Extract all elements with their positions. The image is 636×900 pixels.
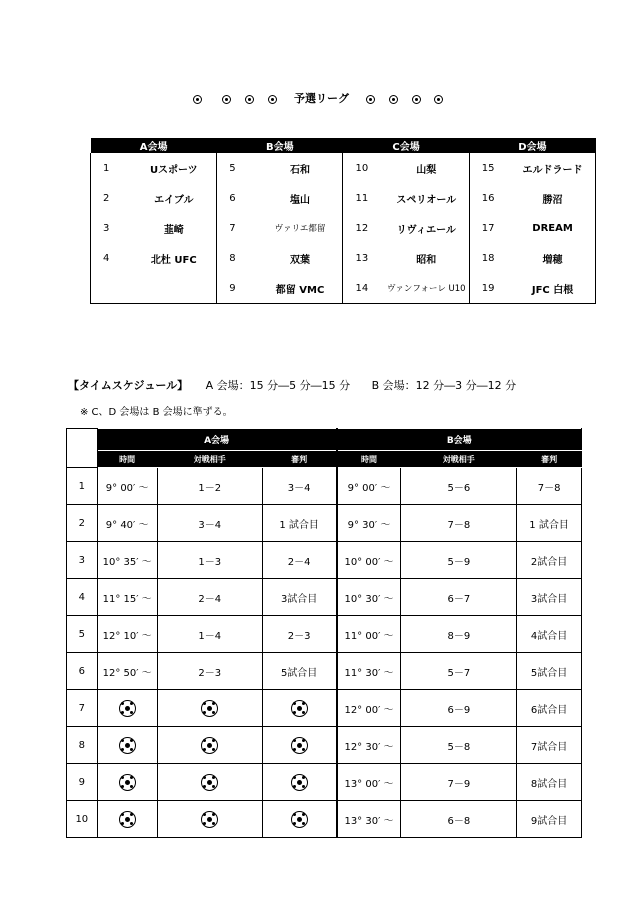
- venue-b-match-time: 9° 00′ ～: [337, 468, 401, 505]
- soccer-ball-icon: [268, 95, 277, 104]
- soccer-ball-icon: [291, 774, 308, 791]
- venue-a-header: A会場: [91, 138, 217, 153]
- soccer-ball-icon: [245, 95, 254, 104]
- team-name: 増穂: [510, 243, 595, 273]
- schedule-venue-a: A会場: [97, 429, 336, 451]
- venue-b-match-referee: 8試合目: [517, 764, 582, 801]
- team-name: 双葉: [258, 243, 343, 273]
- venue-d-header: D会場: [469, 138, 595, 153]
- team-name: 勝沼: [510, 183, 595, 213]
- soccer-ball-icon: [119, 700, 136, 717]
- team-name: 石和: [258, 153, 343, 183]
- team-number: 9: [217, 273, 258, 304]
- match-number: 6: [67, 653, 98, 690]
- schedule-row: [67, 764, 582, 801]
- soccer-ball-icon: [201, 700, 218, 717]
- soccer-ball-icon: [434, 95, 443, 104]
- league-row: [91, 243, 596, 273]
- soccer-ball-icon: [201, 737, 218, 754]
- venue-a-match-time: 9° 40′ ～: [97, 505, 157, 542]
- empty-slot: [97, 727, 157, 764]
- venue-a-match-referee: 1 試合目: [262, 505, 336, 542]
- empty-slot: [97, 690, 157, 727]
- soccer-ball-icon: [119, 774, 136, 791]
- team-number: 4: [91, 243, 132, 273]
- team-number: 13: [343, 243, 384, 273]
- corner-cell: [67, 429, 98, 468]
- venue-b-match-opponents: 6－9: [401, 690, 517, 727]
- venue-b-match-opponents: 5－8: [401, 727, 517, 764]
- schedule-row: [67, 468, 582, 505]
- match-number: 3: [67, 542, 98, 579]
- soccer-ball-icon: [201, 774, 218, 791]
- team-name: DREAM: [510, 213, 595, 243]
- match-number: 10: [67, 801, 98, 838]
- venue-a-match-time: 10° 35′ ～: [97, 542, 157, 579]
- soccer-ball-icon: [291, 700, 308, 717]
- empty-slot: [262, 801, 336, 838]
- team-number: 2: [91, 183, 132, 213]
- empty-slot: [157, 690, 262, 727]
- schedule-label: 【タイムスケジュール】: [68, 379, 189, 392]
- team-number: 12: [343, 213, 384, 243]
- soccer-ball-icon: [201, 811, 218, 828]
- venue-b-match-opponents: 5－9: [401, 542, 517, 579]
- venue-a-format: A 会場：15 分―5 分―15 分: [205, 379, 351, 392]
- col-time-b: 時間: [337, 451, 401, 468]
- match-number: 8: [67, 727, 98, 764]
- team-name: 昭和: [384, 243, 469, 273]
- league-row: [91, 273, 596, 304]
- venue-b-match-referee: 4試合目: [517, 616, 582, 653]
- venue-a-match-opponents: 1－4: [157, 616, 262, 653]
- team-number: [91, 273, 132, 304]
- venue-b-match-opponents: 7－9: [401, 764, 517, 801]
- match-number: 5: [67, 616, 98, 653]
- team-name: 山梨: [384, 153, 469, 183]
- schedule-venue-b: B会場: [337, 429, 582, 451]
- team-name: 北杜 UFC: [131, 243, 216, 273]
- venue-b-match-referee: 7試合目: [517, 727, 582, 764]
- team-name: [131, 273, 216, 304]
- empty-slot: [97, 801, 157, 838]
- venue-a-match-opponents: 1－3: [157, 542, 262, 579]
- team-number: 19: [469, 273, 510, 304]
- team-name: 韮崎: [131, 213, 216, 243]
- venue-a-match-time: 12° 10′ ～: [97, 616, 157, 653]
- venue-b-match-time: 12° 30′ ～: [337, 727, 401, 764]
- schedule-row: [67, 579, 582, 616]
- soccer-ball-icon: [291, 811, 308, 828]
- team-name: 塩山: [258, 183, 343, 213]
- match-number: 1: [67, 468, 98, 505]
- team-number: 11: [343, 183, 384, 213]
- empty-slot: [157, 764, 262, 801]
- team-name: JFC 白根: [510, 273, 595, 304]
- col-referee-a: 審判: [262, 451, 336, 468]
- venue-b-header: B会場: [217, 138, 343, 153]
- team-number: 10: [343, 153, 384, 183]
- col-referee-b: 審判: [517, 451, 582, 468]
- team-name: エイブル: [131, 183, 216, 213]
- team-number: 16: [469, 183, 510, 213]
- league-table: [90, 138, 596, 304]
- venue-a-match-referee: 5試合目: [262, 653, 336, 690]
- team-number: 8: [217, 243, 258, 273]
- league-row: [91, 153, 596, 183]
- venue-b-match-referee: 1 試合目: [517, 505, 582, 542]
- venue-b-match-referee: 6試合目: [517, 690, 582, 727]
- venue-b-match-time: 9° 30′ ～: [337, 505, 401, 542]
- team-number: 3: [91, 213, 132, 243]
- schedule-row: [67, 616, 582, 653]
- venue-b-match-referee: 7－8: [517, 468, 582, 505]
- venue-b-match-referee: 5試合目: [517, 653, 582, 690]
- venue-b-match-opponents: 6－8: [401, 801, 517, 838]
- team-name: エルドラード: [510, 153, 595, 183]
- venue-b-match-time: 11° 30′ ～: [337, 653, 401, 690]
- match-number: 7: [67, 690, 98, 727]
- page-title: [0, 90, 636, 106]
- match-number: 4: [67, 579, 98, 616]
- schedule-row: [67, 505, 582, 542]
- soccer-ball-icon: [412, 95, 421, 104]
- team-number: 15: [469, 153, 510, 183]
- soccer-ball-icon: [222, 95, 231, 104]
- venue-b-match-opponents: 8－9: [401, 616, 517, 653]
- venue-b-match-time: 11° 00′ ～: [337, 616, 401, 653]
- schedule-row: [67, 653, 582, 690]
- empty-slot: [97, 764, 157, 801]
- schedule-note: ※ C、D 会場は B 会場に準ずる。: [80, 407, 233, 418]
- venue-b-match-referee: 9試合目: [517, 801, 582, 838]
- soccer-ball-icon: [291, 737, 308, 754]
- team-name: リヴィエール: [384, 213, 469, 243]
- league-row: [91, 183, 596, 213]
- col-opponent-b: 対戦相手: [401, 451, 517, 468]
- venue-b-match-opponents: 5－7: [401, 653, 517, 690]
- venue-a-match-opponents: 2－3: [157, 653, 262, 690]
- team-number: 1: [91, 153, 132, 183]
- col-opponent-a: 対戦相手: [157, 451, 262, 468]
- soccer-ball-icon: [193, 95, 202, 104]
- team-name: Uスポーツ: [131, 153, 216, 183]
- schedule-heading: [68, 377, 516, 393]
- venue-b-match-referee: 3試合目: [517, 579, 582, 616]
- venue-b-format: B 会場：12 分―3 分―12 分: [371, 379, 517, 392]
- schedule-row: [67, 801, 582, 838]
- empty-slot: [262, 690, 336, 727]
- venue-a-match-referee: 3－4: [262, 468, 336, 505]
- empty-slot: [262, 764, 336, 801]
- soccer-ball-icon: [119, 737, 136, 754]
- venue-a-match-opponents: 2－4: [157, 579, 262, 616]
- venue-a-match-opponents: 3－4: [157, 505, 262, 542]
- venue-a-match-referee: 2－4: [262, 542, 336, 579]
- venue-b-match-opponents: 7－8: [401, 505, 517, 542]
- team-number: 17: [469, 213, 510, 243]
- venue-a-match-time: 9° 00′ ～: [97, 468, 157, 505]
- team-name: スペリオール: [384, 183, 469, 213]
- schedule-table: [66, 428, 582, 838]
- team-name: 都留 VMC: [258, 273, 343, 304]
- team-number: 6: [217, 183, 258, 213]
- team-number: 5: [217, 153, 258, 183]
- schedule-row: [67, 542, 582, 579]
- venue-c-header: C会場: [343, 138, 469, 153]
- venue-b-match-time: 12° 00′ ～: [337, 690, 401, 727]
- empty-slot: [157, 727, 262, 764]
- soccer-ball-icon: [119, 811, 136, 828]
- match-number: 9: [67, 764, 98, 801]
- venue-b-match-time: 10° 00′ ～: [337, 542, 401, 579]
- team-number: 7: [217, 213, 258, 243]
- venue-a-match-referee: 2－3: [262, 616, 336, 653]
- schedule-row: [67, 690, 582, 727]
- venue-b-match-opponents: 6－7: [401, 579, 517, 616]
- title-text: 予選リーグ: [294, 92, 349, 105]
- empty-slot: [157, 801, 262, 838]
- venue-b-match-referee: 2試合目: [517, 542, 582, 579]
- venue-b-match-time: 13° 30′ ～: [337, 801, 401, 838]
- venue-b-match-time: 10° 30′ ～: [337, 579, 401, 616]
- venue-a-match-opponents: 1－2: [157, 468, 262, 505]
- empty-slot: [262, 727, 336, 764]
- soccer-ball-icon: [389, 95, 398, 104]
- venue-b-match-opponents: 5－6: [401, 468, 517, 505]
- col-time-a: 時間: [97, 451, 157, 468]
- team-number: 14: [343, 273, 384, 304]
- team-name: ヴァリエ都留: [258, 213, 343, 243]
- venue-a-match-referee: 3試合目: [262, 579, 336, 616]
- match-number: 2: [67, 505, 98, 542]
- schedule-row: [67, 727, 582, 764]
- league-row: [91, 213, 596, 243]
- venue-a-match-time: 11° 15′ ～: [97, 579, 157, 616]
- soccer-ball-icon: [366, 95, 375, 104]
- venue-b-match-time: 13° 00′ ～: [337, 764, 401, 801]
- team-name: ヴァンフォーレ U10: [384, 273, 469, 304]
- venue-a-match-time: 12° 50′ ～: [97, 653, 157, 690]
- team-number: 18: [469, 243, 510, 273]
